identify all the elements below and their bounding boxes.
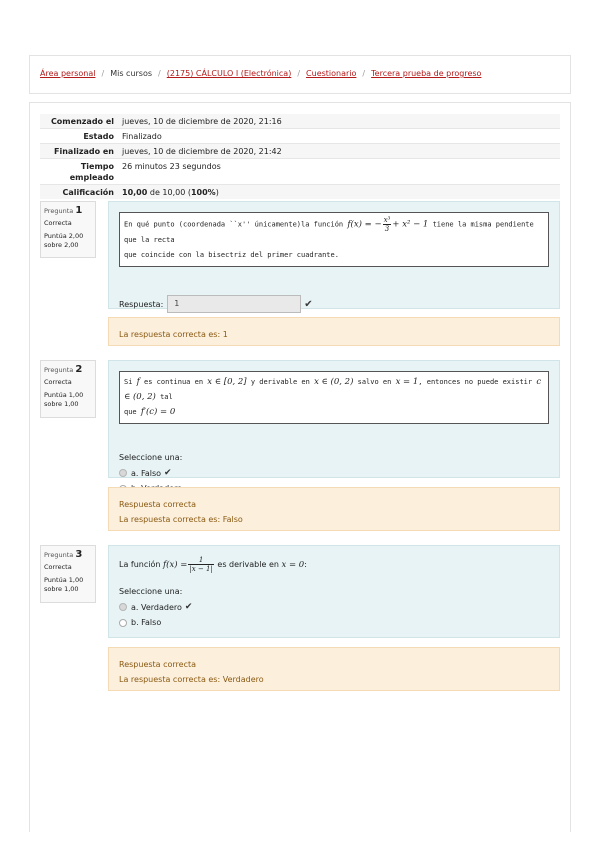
- q3-frac-num: 1: [188, 556, 213, 565]
- state-label: Estado: [83, 132, 114, 141]
- q1-func-rhs: + x² − 1: [392, 219, 429, 230]
- question-2-feedback: [108, 487, 560, 531]
- correct-check-icon: ✔: [184, 602, 193, 612]
- q2-t7: que: [124, 408, 137, 416]
- grade-line-2: sobre 1,00: [44, 585, 79, 593]
- question-grade: [44, 576, 92, 594]
- question-label: Pregunta: [44, 366, 74, 374]
- q1-frac-den: 3: [384, 225, 390, 233]
- time-label-line2: empleado: [69, 173, 114, 182]
- summary-row-started: [40, 114, 560, 128]
- q2-t2: es continua en: [144, 378, 204, 386]
- correct-check-icon: ✔: [304, 298, 313, 310]
- question-number: 3: [75, 549, 83, 560]
- question-state: Correcta: [44, 219, 72, 227]
- time-label: [40, 159, 118, 184]
- radio-button[interactable]: [119, 469, 127, 477]
- grade-value: 10,00 de 10,00 (100%): [122, 188, 219, 197]
- attempt-summary-table: [40, 114, 560, 199]
- breadcrumb-mis-cursos: Mis cursos: [110, 69, 153, 78]
- feedback-status: Respuesta correcta: [119, 500, 197, 509]
- radio-button[interactable]: [119, 603, 127, 611]
- q2-t3: y derivable en: [250, 378, 310, 386]
- feedback-status: Respuesta correcta: [119, 660, 197, 669]
- q3-option-a[interactable]: [119, 602, 549, 612]
- q2-m2: x ∈ [0, 2]: [207, 377, 247, 387]
- select-label: Seleccione una:: [119, 453, 183, 462]
- q3-frac-den: |x − 1|: [189, 565, 213, 573]
- q3-answer-block: [119, 587, 549, 627]
- breadcrumb: [29, 55, 571, 94]
- question-3-content: [108, 545, 560, 638]
- q3-fraction: [188, 556, 213, 573]
- answer-label: Respuesta:: [119, 299, 164, 309]
- grade-line-1: Puntúa 1,00: [44, 576, 84, 584]
- q2-m4: x = 1: [395, 377, 419, 387]
- summary-row-finished: [40, 143, 560, 158]
- option-label: a. Falso: [131, 468, 162, 478]
- question-number: 1: [75, 205, 83, 216]
- grade-line-1: Puntúa 1,00: [44, 391, 84, 399]
- finished-label: Finalizado en: [54, 147, 114, 156]
- q2-t5: , entonces no puede existir: [418, 378, 533, 386]
- question-1-text: [119, 212, 549, 267]
- breadcrumb-separator: /: [297, 69, 301, 78]
- breadcrumb-quiz[interactable]: Tercera prueba de progreso: [371, 69, 482, 78]
- q3-func-lhs: f(x) =: [163, 559, 188, 570]
- time-label-line1: Tiempo: [80, 162, 114, 171]
- question-label: Pregunta: [44, 207, 74, 215]
- select-label: Seleccione una:: [119, 587, 183, 596]
- q2-t6: tal: [160, 393, 173, 401]
- started-value: jueves, 10 de diciembre de 2020, 21:16: [122, 117, 282, 126]
- question-3-text: [119, 556, 549, 573]
- q3-option-b[interactable]: [119, 618, 549, 627]
- q3-t2: es derivable en: [217, 560, 279, 569]
- grade-line-2: sobre 2,00: [44, 241, 79, 249]
- correct-answer-text: La respuesta correcta es: Verdadero: [119, 675, 264, 684]
- q2-option-a[interactable]: [119, 468, 549, 478]
- started-label: Comenzado el: [50, 117, 114, 126]
- question-3-feedback: [108, 647, 560, 691]
- question-grade: [44, 391, 92, 409]
- q2-m3: x ∈ (0, 2): [314, 377, 354, 387]
- q3-t1: La función: [119, 560, 161, 569]
- question-1-feedback: [108, 317, 560, 346]
- summary-row-time: [40, 158, 560, 184]
- summary-row-state: [40, 128, 560, 143]
- correct-answer-text: La respuesta correcta es: 1: [119, 330, 228, 339]
- question-1-content: [108, 201, 560, 309]
- option-label: a. Verdadero: [131, 602, 182, 612]
- correct-check-icon: ✔: [164, 468, 172, 478]
- breadcrumb-separator: /: [158, 69, 161, 78]
- q2-m1: f: [136, 377, 140, 387]
- q1-fraction: [383, 216, 392, 233]
- q1-answer-row: [119, 295, 549, 313]
- breadcrumb-cuestionario[interactable]: Cuestionario: [306, 69, 357, 78]
- grade-of: de 10,00: [149, 188, 186, 197]
- question-1-info: [40, 201, 96, 258]
- question-label: Pregunta: [44, 551, 74, 559]
- q2-t4: salvo en: [357, 378, 392, 386]
- breadcrumb-area-personal[interactable]: Área personal: [40, 69, 96, 78]
- correct-answer-text: La respuesta correcta es: Falso: [119, 515, 243, 524]
- q1-text-c: que coincide con la bisectriz del primer cuadrante.: [124, 251, 339, 259]
- option-label: b. Falso: [131, 618, 162, 627]
- q2-m5: c ∈ (0, 2): [124, 377, 542, 402]
- q2-m6: f′(c) = 0: [140, 407, 176, 417]
- question-grade: [44, 232, 92, 250]
- question-2-info: [40, 360, 96, 418]
- q3-t3: :: [304, 560, 307, 569]
- q2-t1: Si: [124, 378, 133, 386]
- q1-frac-num: x³: [383, 216, 391, 224]
- grade-label: Calificación: [62, 188, 114, 197]
- summary-row-grade: [40, 184, 560, 199]
- q1-text-b: tiene la misma pendiente que la recta: [124, 220, 534, 244]
- question-2-text: [119, 371, 549, 424]
- grade-line-1: Puntúa 2,00: [44, 232, 84, 240]
- q3-m2: x = 0: [281, 559, 305, 570]
- q1-func-lhs: f(x) = −: [347, 219, 382, 230]
- radio-button[interactable]: [119, 619, 127, 627]
- q1-text-a: En qué punto (coordenada ``x'' únicamente)la función: [124, 220, 344, 229]
- question-number: 2: [75, 364, 83, 375]
- time-value: 26 minutos 23 segundos: [122, 162, 221, 171]
- question-3-info: [40, 545, 96, 603]
- question-2-content: [108, 360, 560, 478]
- breadcrumb-course[interactable]: (2175) CÁLCULO I (Electrónica): [166, 69, 292, 78]
- grade-score: 10,00: [122, 188, 148, 197]
- state-value: Finalizado: [122, 132, 162, 141]
- grade-percent: 100%: [190, 188, 216, 197]
- grade-line-2: sobre 1,00: [44, 400, 79, 408]
- question-state: Correcta: [44, 378, 72, 386]
- breadcrumb-separator: /: [101, 69, 105, 78]
- finished-value: jueves, 10 de diciembre de 2020, 21:42: [122, 147, 282, 156]
- question-state: Correcta: [44, 563, 72, 571]
- breadcrumb-separator: /: [362, 69, 366, 78]
- answer-input[interactable]: 1: [167, 295, 301, 313]
